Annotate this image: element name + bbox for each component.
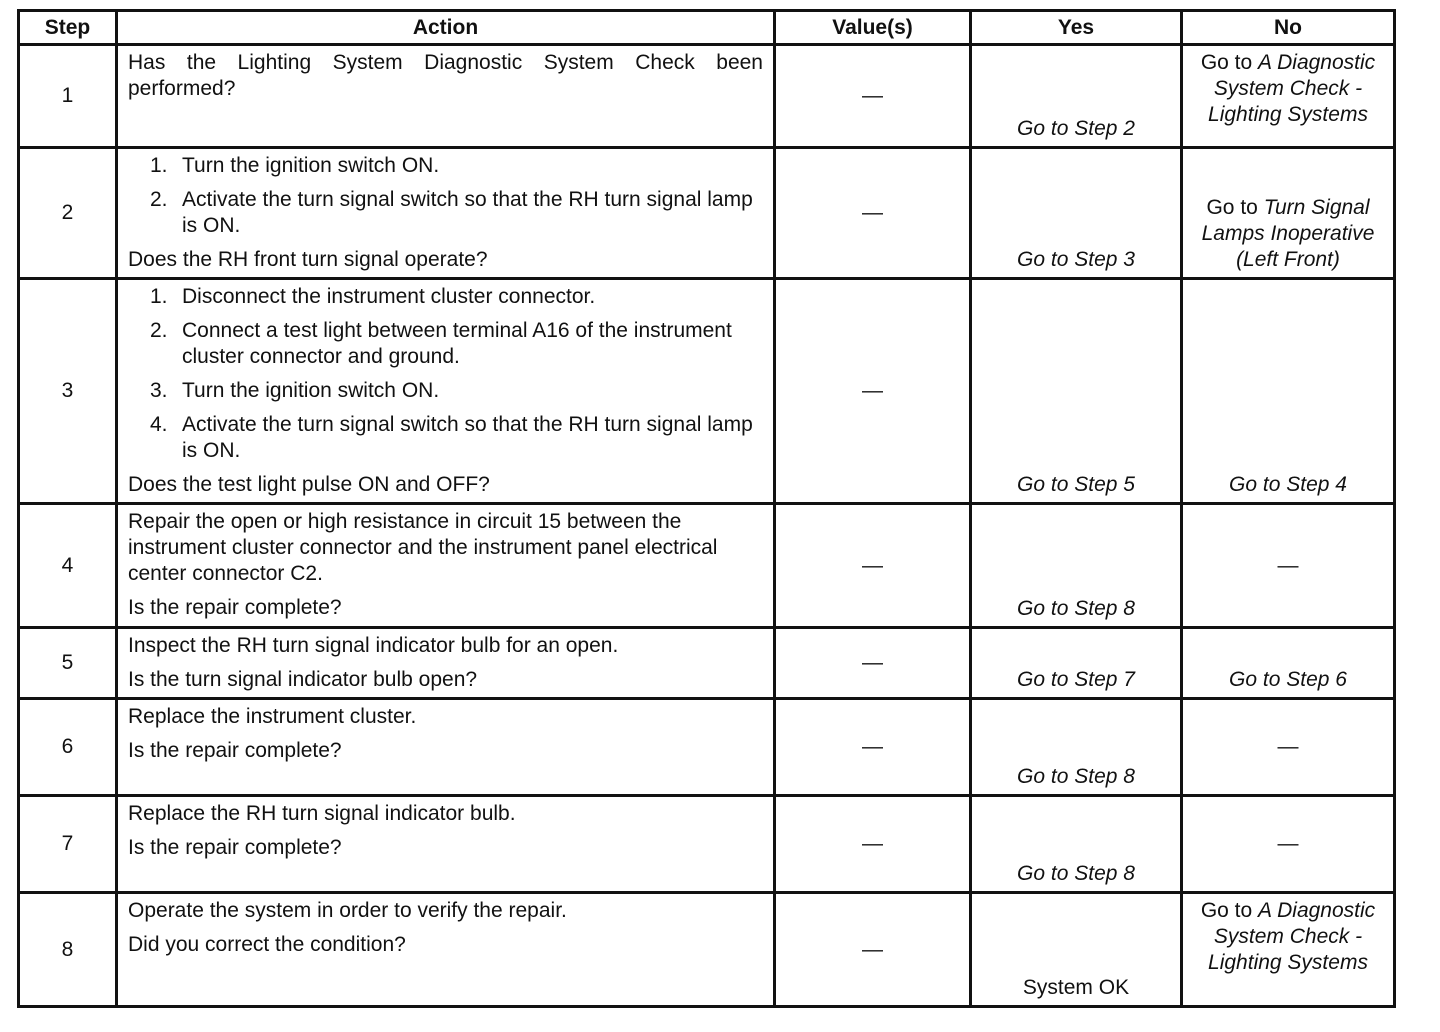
- step-number: 1: [19, 45, 117, 148]
- no-cell: [1182, 45, 1395, 148]
- action-question: Is the turn signal indicator bulb open?: [128, 668, 478, 691]
- action-cell: [117, 504, 775, 628]
- list-item: 2. Activate the turn signal switch so that the RH turn signal lamp is ON.: [150, 188, 753, 237]
- list-item: 1. Turn the ignition switch ON.: [150, 154, 440, 177]
- action-steps: [128, 284, 763, 464]
- no-cell: —: [1182, 504, 1395, 628]
- action-question: Is the repair complete?: [128, 739, 342, 762]
- yes-cell: Go to Step 8: [971, 504, 1182, 628]
- action-question: Does the RH front turn signal operate?: [128, 248, 488, 271]
- table-row: [19, 45, 1395, 148]
- step-number: 7: [19, 796, 117, 893]
- action-question: Is the repair complete?: [128, 836, 342, 859]
- action-question: Is the repair complete?: [128, 596, 342, 619]
- action-question: Did you correct the condition?: [128, 933, 406, 956]
- step-number: 8: [19, 893, 117, 1007]
- table-row: [19, 148, 1395, 279]
- table-row: [19, 796, 1395, 893]
- yes-cell: Go to Step 2: [971, 45, 1182, 148]
- list-item: 4. Activate the turn signal switch so that the RH turn signal lamp is ON.: [150, 413, 753, 462]
- action-cell: [117, 45, 775, 148]
- yes-cell: System OK: [971, 893, 1182, 1007]
- yes-cell: Go to Step 8: [971, 699, 1182, 796]
- value-cell: —: [775, 699, 971, 796]
- action-cell: [117, 628, 775, 699]
- step-number: 6: [19, 699, 117, 796]
- action-cell: [117, 699, 775, 796]
- list-item: 1. Disconnect the instrument cluster connector.: [150, 285, 596, 308]
- action-cell: [117, 893, 775, 1007]
- no-reference: A Diagnostic System Check - Lighting Systems: [1208, 51, 1376, 126]
- action-text: Repair the open or high resistance in circuit 15 between the instrument cluster connector and the instrument panel electrical center connector C2.: [128, 510, 718, 585]
- yes-cell: Go to Step 7: [971, 628, 1182, 699]
- value-cell: —: [775, 796, 971, 893]
- action-cell: [117, 796, 775, 893]
- list-item: 2. Connect a test light between terminal A16 of the instrument cluster connector and ground.: [150, 319, 732, 368]
- header-action: Action: [117, 11, 775, 45]
- step-number: 5: [19, 628, 117, 699]
- no-cell: [1182, 148, 1395, 279]
- table-row: [19, 699, 1395, 796]
- action-question: Does the test light pulse ON and OFF?: [128, 473, 490, 496]
- no-reference: A Diagnostic System Check - Lighting Systems: [1208, 899, 1376, 974]
- step-number: 3: [19, 279, 117, 504]
- no-cell: —: [1182, 699, 1395, 796]
- header-values: Value(s): [775, 11, 971, 45]
- action-text: Operate the system in order to verify the repair.: [128, 899, 567, 922]
- action-cell: [117, 148, 775, 279]
- yes-cell: Go to Step 5: [971, 279, 1182, 504]
- step-number: 4: [19, 504, 117, 628]
- no-reference: Turn Signal Lamps Inoperative (Left Front): [1201, 196, 1375, 271]
- no-cell: —: [1182, 796, 1395, 893]
- action-text: Has the Lighting System Diagnostic System Check been performed?: [128, 51, 763, 100]
- diagnostic-table: [17, 9, 1396, 1008]
- yes-cell: Go to Step 8: [971, 796, 1182, 893]
- table-row: [19, 504, 1395, 628]
- no-prefix: Go to: [1200, 51, 1253, 74]
- value-cell: —: [775, 148, 971, 279]
- action-cell: [117, 279, 775, 504]
- no-prefix: Go to: [1200, 899, 1253, 922]
- header-row: [19, 11, 1395, 45]
- step-number: 2: [19, 148, 117, 279]
- value-cell: —: [775, 893, 971, 1007]
- yes-cell: Go to Step 3: [971, 148, 1182, 279]
- no-prefix: Go to: [1206, 196, 1258, 219]
- no-cell: Go to Step 6: [1182, 628, 1395, 699]
- header-yes: Yes: [971, 11, 1182, 45]
- value-cell: —: [775, 279, 971, 504]
- value-cell: —: [775, 628, 971, 699]
- action-text: Replace the instrument cluster.: [128, 705, 417, 728]
- value-cell: —: [775, 504, 971, 628]
- list-item: 3. Turn the ignition switch ON.: [150, 379, 440, 402]
- action-text: Inspect the RH turn signal indicator bulb for an open.: [128, 634, 619, 657]
- action-steps: [128, 153, 763, 239]
- table-row: [19, 628, 1395, 699]
- header-no: No: [1182, 11, 1395, 45]
- action-text: Replace the RH turn signal indicator bulb.: [128, 802, 516, 825]
- no-cell: Go to Step 4: [1182, 279, 1395, 504]
- no-cell: [1182, 893, 1395, 1007]
- table-row: [19, 279, 1395, 504]
- table-row: [19, 893, 1395, 1007]
- value-cell: —: [775, 45, 971, 148]
- header-step: Step: [19, 11, 117, 45]
